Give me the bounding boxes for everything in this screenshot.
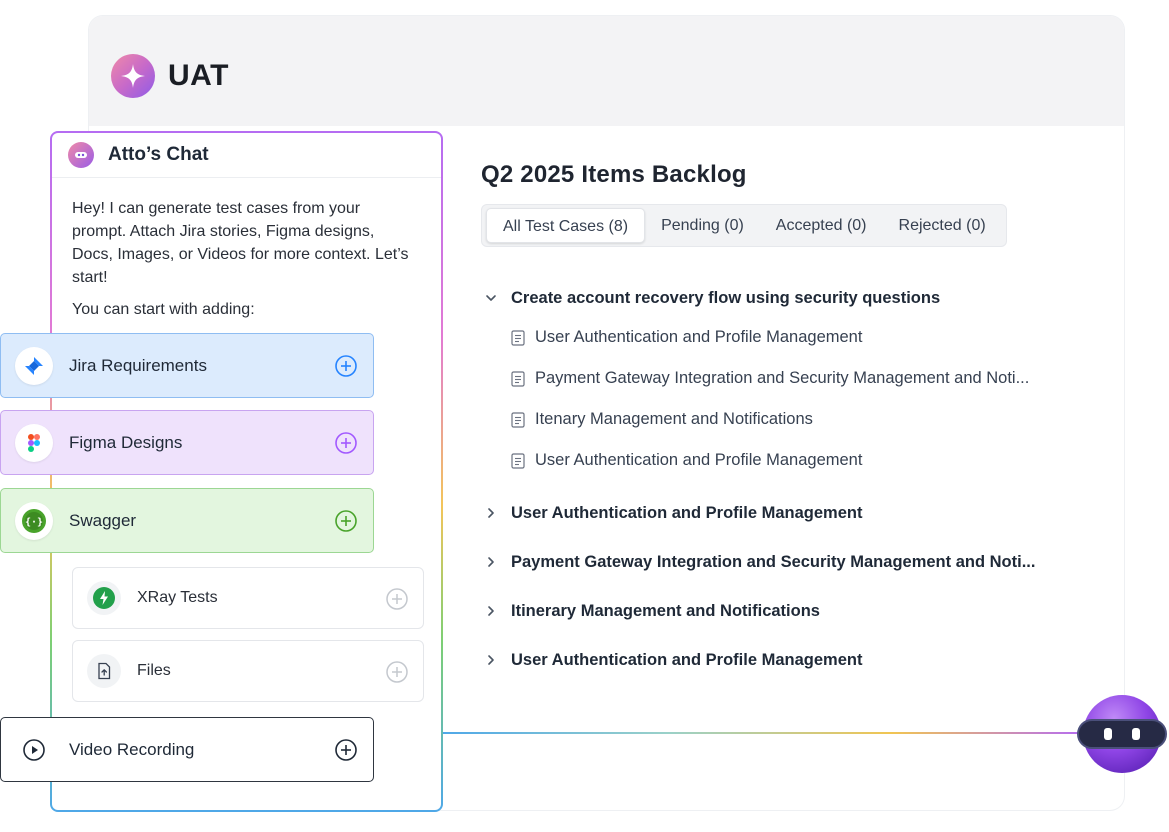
chevron-right-icon[interactable]: [481, 552, 501, 572]
figma-icon: [15, 424, 53, 462]
xray-icon: [87, 581, 121, 615]
chat-header: [52, 133, 441, 178]
status-tabs: [481, 204, 1007, 247]
tree-child-item[interactable]: [511, 369, 1029, 388]
source-label: Swagger: [69, 510, 137, 530]
source-label: Jira Requirements: [69, 355, 207, 375]
source-label: Video Recording: [69, 739, 195, 759]
svg-text:{·}: {·}: [24, 516, 44, 528]
source-card-xray[interactable]: [72, 567, 424, 629]
tab-pending[interactable]: Pending (0): [661, 217, 744, 234]
plus-circle-icon[interactable]: [334, 431, 358, 455]
tree-child-label: User Authentication and Profile Management: [535, 328, 863, 346]
sparkle-logo-icon: [111, 54, 155, 98]
source-card-swagger[interactable]: [0, 488, 374, 553]
app-header: [89, 16, 1124, 126]
chevron-down-icon[interactable]: [481, 288, 501, 308]
tree-item-collapsed[interactable]: [481, 503, 862, 523]
document-icon: [511, 453, 525, 469]
chat-message: Hey! I can generate test cases from your prompt. Attach Jira stories, Figma designs, Docs, Images, or Videos for more context. Let’s start!: [72, 200, 409, 286]
tree-item-collapsed[interactable]: [481, 601, 820, 621]
robot-mascot-icon[interactable]: [1076, 693, 1168, 775]
source-card-jira[interactable]: [0, 333, 374, 398]
tree-item-collapsed[interactable]: [481, 552, 1035, 572]
app-title: UAT: [168, 59, 229, 92]
tab-accepted[interactable]: Accepted (0): [775, 217, 867, 234]
source-label: XRay Tests: [137, 589, 218, 606]
source-card-video-recording[interactable]: [0, 717, 374, 782]
tree-item-label: Create account recovery flow using security questions: [511, 288, 941, 307]
plus-circle-icon[interactable]: [334, 738, 358, 762]
source-card-figma[interactable]: [0, 410, 374, 475]
tree-child-item[interactable]: [511, 328, 862, 347]
backlog-title: Q2 2025 Items Backlog: [481, 161, 747, 188]
tree-item-label: User Authentication and Profile Management: [511, 650, 863, 669]
document-icon: [511, 412, 525, 428]
chevron-right-icon[interactable]: [481, 601, 501, 621]
file-upload-icon: [87, 654, 121, 688]
chat-start-prompt: You can start with adding:: [72, 301, 255, 318]
source-card-files[interactable]: [72, 640, 424, 702]
connector-line: [443, 732, 1083, 734]
chevron-right-icon[interactable]: [481, 650, 501, 670]
plus-circle-icon[interactable]: [334, 509, 358, 533]
plus-circle-icon[interactable]: [385, 587, 409, 611]
document-icon: [511, 330, 525, 346]
tree-item-label: User Authentication and Profile Management: [511, 503, 863, 522]
tree-child-label: Itenary Management and Notifications: [535, 410, 813, 428]
tree-child-label: User Authentication and Profile Management: [535, 451, 863, 469]
tree-item-label: Itinerary Management and Notifications: [511, 601, 820, 620]
document-icon: [511, 371, 525, 387]
tree-child-label: Payment Gateway Integration and Security Management and Noti...: [535, 369, 1030, 387]
source-label: Figma Designs: [69, 432, 183, 452]
chevron-right-icon[interactable]: [481, 503, 501, 523]
tree-child-item[interactable]: [511, 451, 862, 470]
tree-item-label: Payment Gateway Integration and Security Management and Noti...: [511, 552, 1036, 571]
tree-item-collapsed[interactable]: [481, 650, 862, 670]
tree-item-expanded[interactable]: [481, 288, 940, 308]
tree-child-item[interactable]: [511, 410, 813, 429]
plus-circle-icon[interactable]: [385, 660, 409, 684]
swagger-icon: [15, 502, 53, 540]
play-icon: [15, 731, 53, 769]
tab-all-test-cases[interactable]: All Test Cases (8): [486, 208, 645, 243]
plus-circle-icon[interactable]: [334, 354, 358, 378]
jira-icon: [15, 347, 53, 385]
tab-rejected[interactable]: Rejected (0): [898, 217, 986, 234]
chat-title: Atto’s Chat: [108, 144, 209, 165]
bot-avatar-icon: [68, 142, 94, 168]
source-label: Files: [137, 662, 171, 679]
